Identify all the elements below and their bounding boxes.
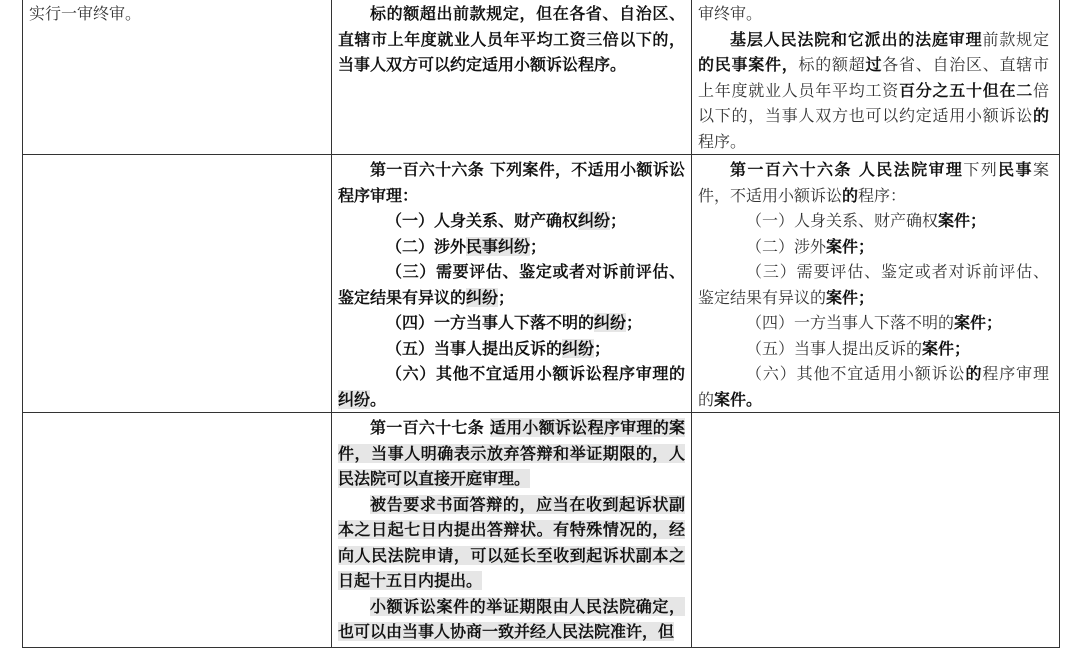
highlighted-text: 纠纷 bbox=[594, 313, 627, 332]
text-segment: （二）涉外 bbox=[386, 236, 467, 256]
text-segment: 案件； bbox=[954, 313, 1003, 332]
paragraph bbox=[698, 310, 1049, 336]
paragraph bbox=[698, 27, 1049, 155]
text-segment: 第一百六十六条 人民法院审理 bbox=[730, 160, 964, 179]
table-cell-old-law bbox=[23, 155, 332, 413]
text-segment: 审终审。 bbox=[698, 4, 763, 23]
highlighted-text: 纠纷 bbox=[466, 287, 499, 307]
text-segment: （六）其他不宜适用小额诉讼 bbox=[746, 364, 966, 383]
paragraph bbox=[698, 259, 1049, 310]
table-cell-amended bbox=[692, 413, 1060, 648]
text-segment: 案件； bbox=[938, 211, 987, 230]
text-segment: （二）涉外 bbox=[746, 236, 827, 256]
text-segment: 各省、自治区、直辖市上年度就业人员年平均工资 bbox=[698, 55, 1049, 100]
text-segment: ； bbox=[610, 211, 627, 230]
text-segment: 第一百六十七条 bbox=[370, 418, 490, 437]
paragraph bbox=[698, 208, 1049, 234]
text-segment: 实行一审终审。 bbox=[29, 4, 142, 23]
text-segment: 程序： bbox=[858, 185, 907, 205]
table-cell-old-law bbox=[23, 413, 332, 648]
text-segment: ； bbox=[530, 236, 547, 256]
highlighted-text: 适用小额诉讼程序审理的案件，当事人明确表示放弃答辩和举证期限的，人民法院可以直接开庭审理。 bbox=[338, 418, 685, 488]
text-segment: 百分之五十但在二 bbox=[898, 80, 1033, 100]
paragraph bbox=[698, 1, 1049, 27]
text-segment: 标的额超出前款规定，但在各省、自治区、直辖市上年度就业人员年平均工资三倍以下的，当事人双方可以约定适用小额诉讼程序。 bbox=[338, 4, 685, 74]
table-row bbox=[23, 413, 1060, 648]
text-segment: 的 bbox=[842, 185, 859, 205]
paragraph bbox=[338, 415, 685, 492]
text-segment: 标的额超 bbox=[798, 55, 866, 74]
text-segment: （三）需要评估、鉴定或者对诉前评估、鉴定结果有异议的 bbox=[338, 262, 685, 307]
text-segment: ； bbox=[594, 338, 611, 358]
text-segment: 案件，不适用小额诉讼 bbox=[698, 160, 1049, 205]
paragraph bbox=[698, 361, 1049, 412]
highlighted-text: 小额诉讼案件的举证期限由人民法院确定，也可以由当事人协商一致并经人民法院准许，但 bbox=[338, 596, 685, 641]
text-segment: 案件。 bbox=[714, 389, 763, 409]
paragraph bbox=[338, 361, 685, 412]
paragraph bbox=[338, 259, 685, 310]
text-segment: （四）一方当事人下落不明的 bbox=[746, 313, 955, 332]
text-segment: 案件； bbox=[826, 236, 875, 256]
text-segment: 下列 bbox=[963, 160, 999, 179]
table-row bbox=[23, 155, 1060, 413]
highlighted-text: 纠纷 bbox=[338, 389, 371, 409]
text-segment: 的民事案件， bbox=[698, 55, 799, 74]
text-segment: 民事 bbox=[998, 160, 1033, 179]
text-segment: 前款规定 bbox=[982, 29, 1049, 49]
text-segment: （一）人身关系、财产确权 bbox=[746, 211, 939, 230]
text-segment: 过 bbox=[865, 55, 883, 74]
text-segment: （五）当事人提出反诉的 bbox=[746, 338, 923, 358]
text-segment: 的 bbox=[1032, 106, 1049, 125]
table-cell-draft bbox=[332, 155, 692, 413]
paragraph bbox=[338, 310, 685, 336]
highlighted-text: 纠纷 bbox=[562, 338, 595, 358]
text-segment: 程序审理的 bbox=[698, 364, 1049, 409]
highlighted-text: 民事纠纷 bbox=[466, 236, 531, 256]
text-segment: 案件； bbox=[922, 338, 971, 358]
table-cell-draft bbox=[332, 413, 692, 648]
text-segment: （一）人身关系、财产确权 bbox=[386, 211, 579, 230]
paragraph bbox=[338, 1, 685, 78]
paragraph bbox=[338, 336, 685, 362]
text-segment: 的 bbox=[965, 364, 983, 383]
text-segment: 第一百六十六条 下列案件，不适用小额诉讼程序审理： bbox=[338, 160, 685, 205]
text-segment: 基层人民法院和它派出的法庭审理 bbox=[730, 29, 983, 49]
text-segment: （六）其他不宜适用小额诉讼程序审理的 bbox=[386, 364, 685, 383]
highlighted-text: 被告要求书面答辩的，应当在收到起诉状副本之日起七日内提出答辩状。有特殊情况的，经向人民法院申请，可以延长至收到起诉状副本之日起十五日内提出。 bbox=[338, 494, 685, 590]
text-segment: 。 bbox=[370, 389, 387, 409]
text-segment: （四）一方当事人下落不明的 bbox=[386, 313, 595, 332]
paragraph bbox=[698, 157, 1049, 208]
table-cell-draft bbox=[332, 0, 692, 155]
paragraph bbox=[338, 208, 685, 234]
paragraph bbox=[338, 234, 685, 260]
text-segment: 案件； bbox=[826, 287, 875, 307]
text-segment: （五）当事人提出反诉的 bbox=[386, 338, 563, 358]
text-segment: ； bbox=[498, 287, 515, 307]
paragraph bbox=[29, 1, 325, 27]
text-segment: 倍以下的，当事人双方也可以约定适用小额诉讼 bbox=[698, 80, 1049, 125]
table-cell-amended bbox=[692, 155, 1060, 413]
text-segment: ； bbox=[626, 313, 643, 332]
table-row bbox=[23, 0, 1060, 155]
table-cell-old-law bbox=[23, 0, 332, 155]
table-cell-amended bbox=[692, 0, 1060, 155]
paragraph bbox=[338, 492, 685, 594]
text-segment: （三）需要评估、鉴定或者对诉前评估、鉴定结果有异议的 bbox=[698, 262, 1049, 307]
paragraph bbox=[698, 234, 1049, 260]
paragraph bbox=[338, 157, 685, 208]
highlighted-text: 纠纷 bbox=[578, 211, 611, 230]
paragraph bbox=[698, 336, 1049, 362]
text-segment: 程序。 bbox=[698, 131, 747, 151]
law-comparison-table bbox=[22, 0, 1060, 648]
